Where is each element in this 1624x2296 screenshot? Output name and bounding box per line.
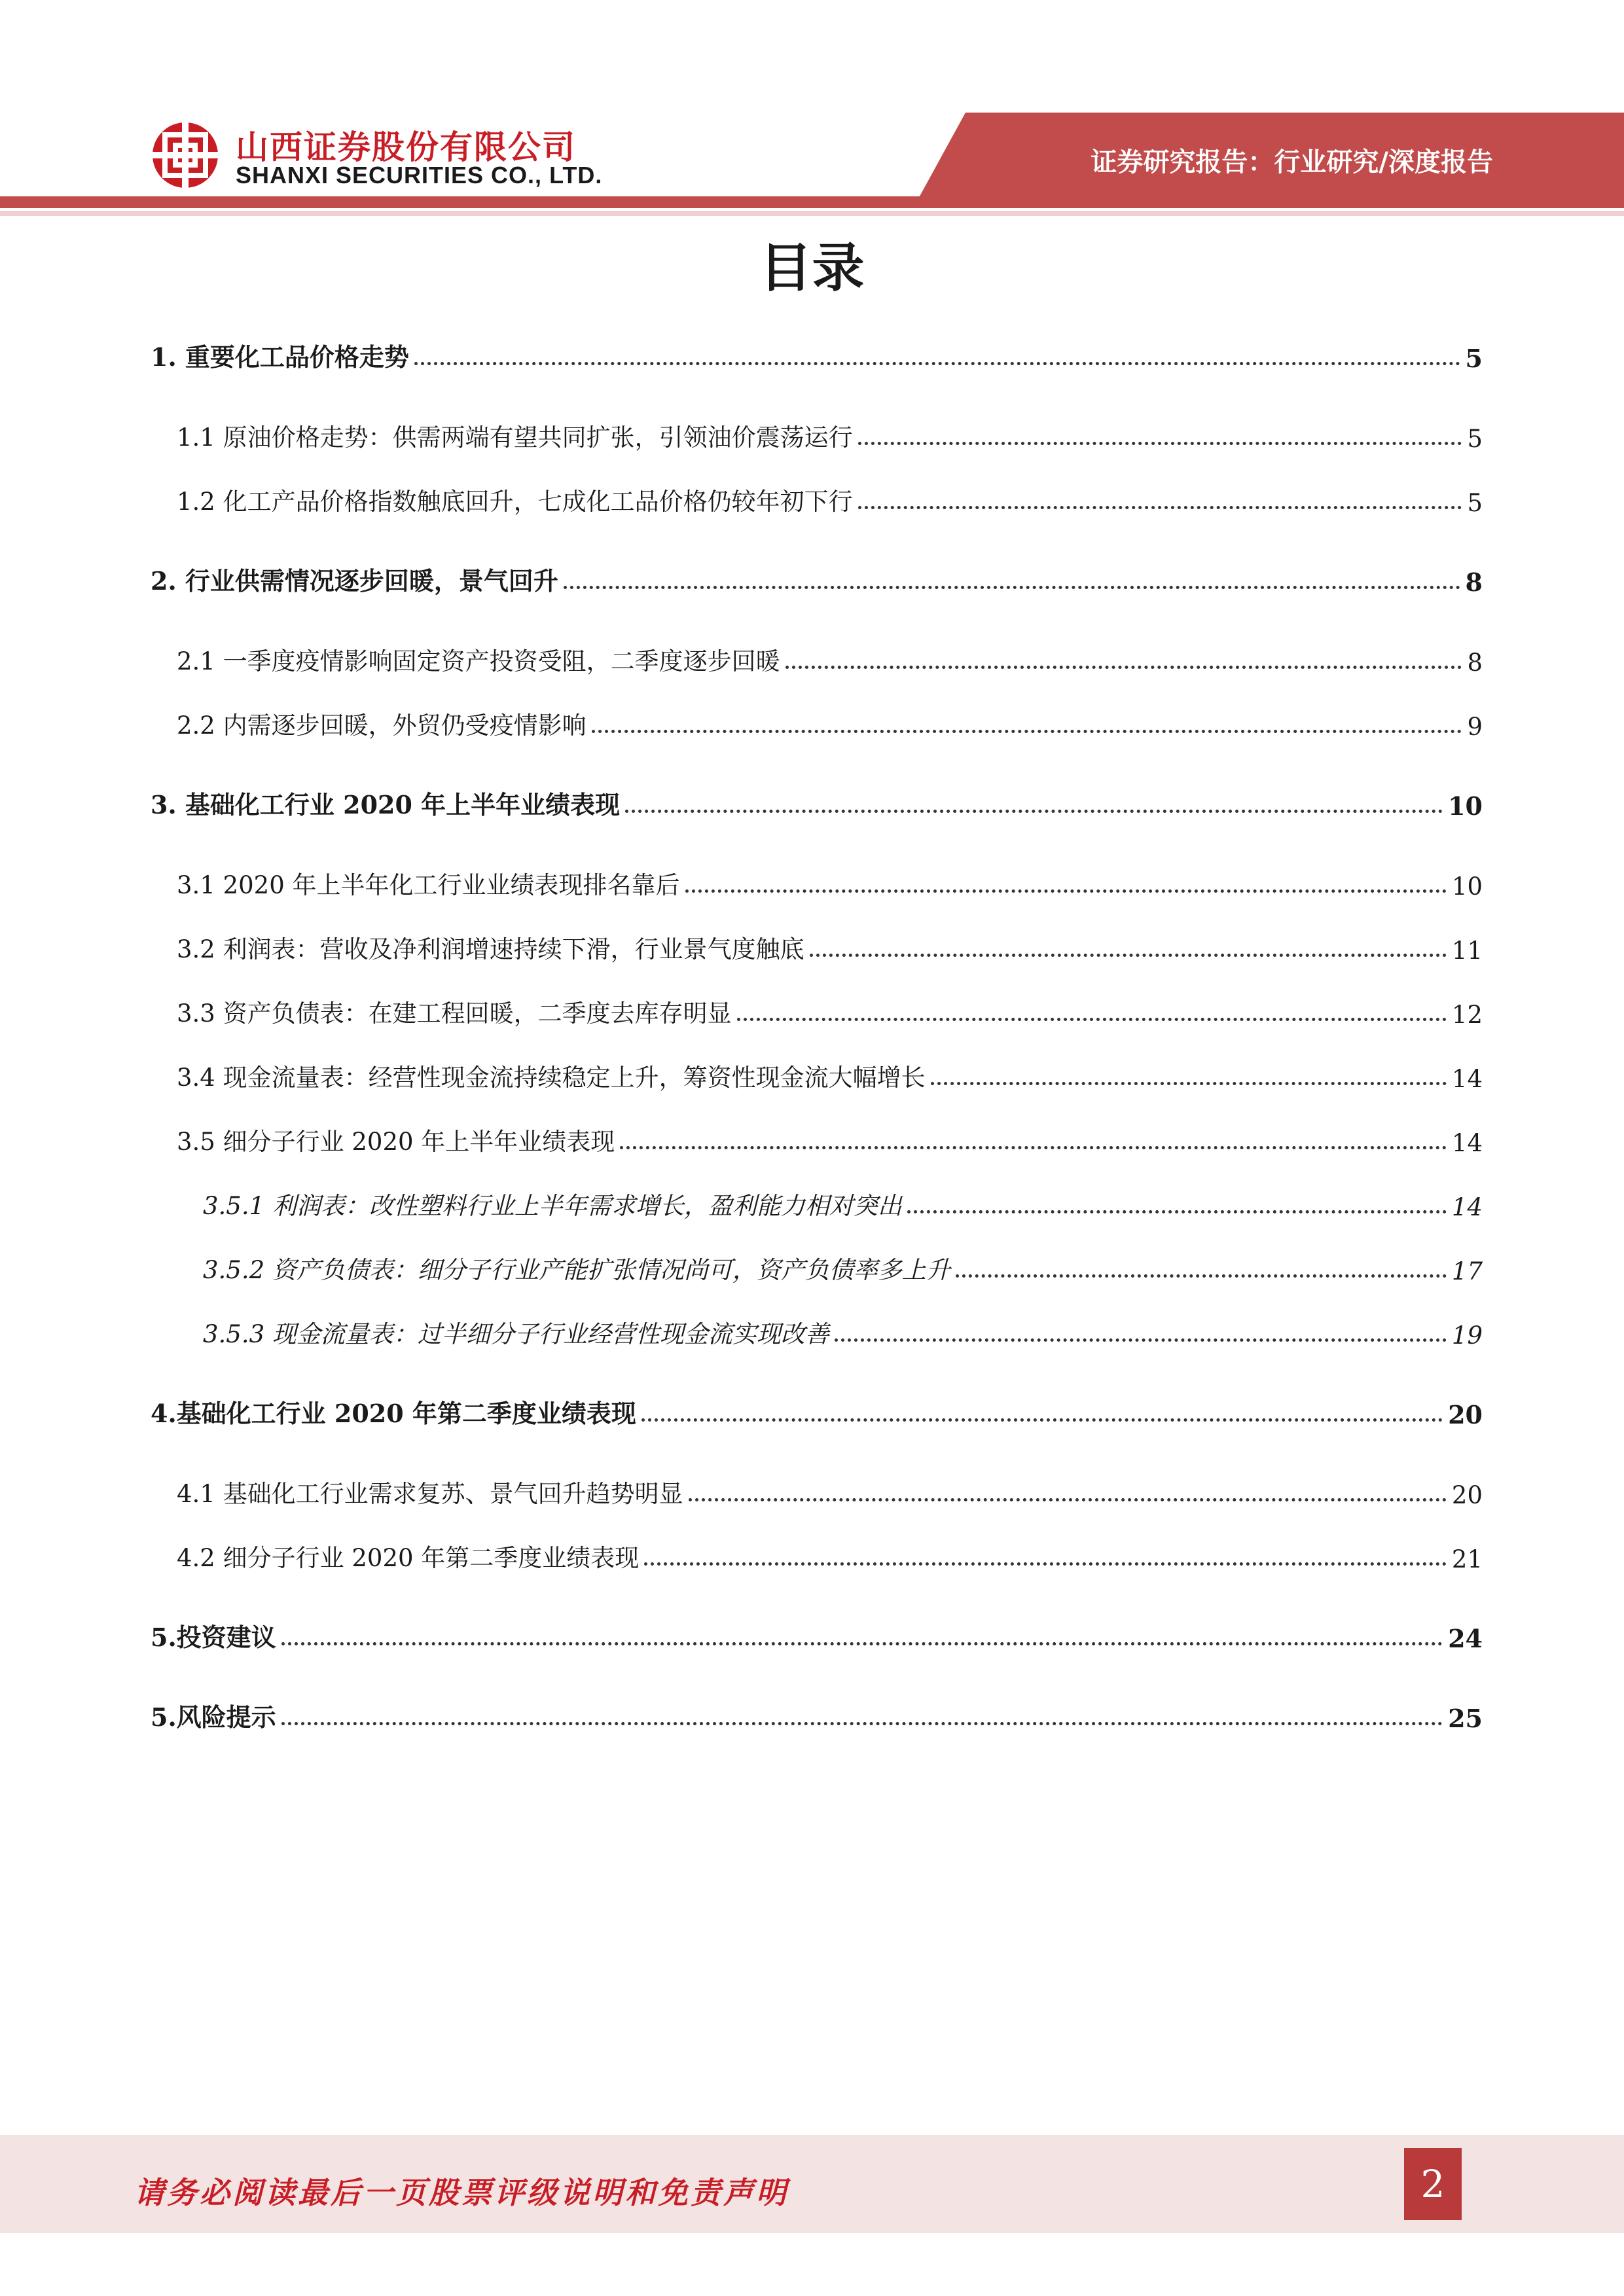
toc-entry-label: 1.2 化工产品价格指数触底回升，七成化工品价格仍较年初下行 <box>177 488 853 516</box>
toc-leader-dots <box>785 666 1462 669</box>
toc-entry[interactable] <box>151 1470 1483 1509</box>
toc-entry-page: 14 <box>1451 1065 1483 1093</box>
toc-entry[interactable] <box>151 558 1483 597</box>
toc-entry[interactable] <box>151 1118 1483 1157</box>
toc-entry-label: 4.基础化工行业 2020 年第二季度业绩表现 <box>151 1399 636 1428</box>
toc-leader-dots <box>641 1418 1443 1422</box>
banner-underline <box>0 196 1624 208</box>
toc-leader-dots <box>281 1642 1443 1645</box>
toc-entry-page: 5 <box>1465 344 1483 373</box>
disclaimer-notice: 请务必阅读最后一页股票评级说明和免责声明 <box>134 2175 789 2210</box>
toc-entry-label: 3. 基础化工行业 2020 年上半年业绩表现 <box>151 790 621 819</box>
toc-entry[interactable] <box>151 702 1483 741</box>
toc-entry-label: 1. 重要化工品价格走势 <box>151 342 409 372</box>
toc-entry[interactable] <box>151 861 1483 901</box>
toc-entry-label: 3.1 2020 年上半年化工行业业绩表现排名靠后 <box>177 871 680 899</box>
toc-leader-dots <box>281 1722 1443 1725</box>
toc-entry-page: 24 <box>1448 1624 1483 1653</box>
toc-entry-page: 20 <box>1451 1481 1483 1509</box>
toc-leader-dots <box>644 1562 1447 1566</box>
toc-entry[interactable] <box>151 1310 1483 1350</box>
report-type: 证券研究报告：行业研究/深度报告 <box>1091 147 1493 177</box>
toc-entry-page: 12 <box>1451 1001 1483 1029</box>
toc-leader-dots <box>685 889 1447 893</box>
toc-entry[interactable] <box>151 1694 1483 1733</box>
toc-entry-page: 10 <box>1448 791 1483 821</box>
toc-entry[interactable] <box>151 1614 1483 1653</box>
company-logo-icon <box>149 119 221 191</box>
toc-entry-label: 2. 行业供需情况逐步回暖，景气回升 <box>151 566 558 596</box>
toc-entry-label: 3.5.1 利润表：改性塑料行业上半年需求增长，盈利能力相对突出 <box>203 1192 902 1220</box>
toc-leader-dots <box>564 586 1460 589</box>
company-name-en: SHANXI SECURITIES CO., LTD. <box>236 162 603 188</box>
toc-entry[interactable] <box>151 1054 1483 1093</box>
toc-entry-page: 14 <box>1451 1129 1483 1157</box>
toc-entry-label: 4.1 基础化工行业需求复苏、景气回升趋势明显 <box>177 1480 683 1508</box>
toc-leader-dots <box>931 1082 1447 1085</box>
toc-entry[interactable] <box>151 925 1483 965</box>
toc-leader-dots <box>907 1210 1447 1213</box>
toc-entry-page: 14 <box>1451 1193 1483 1221</box>
toc-entry[interactable] <box>151 1182 1483 1221</box>
toc-leader-dots <box>858 506 1462 509</box>
toc-entry[interactable] <box>151 478 1483 517</box>
toc-entry-page: 20 <box>1448 1400 1483 1429</box>
toc-leader-dots <box>620 1146 1447 1149</box>
toc-entry-label: 3.3 资产负债表：在建工程回暖，二季度去库存明显 <box>177 999 732 1028</box>
toc-title: 目录 <box>759 238 865 298</box>
toc-entry[interactable] <box>151 414 1483 453</box>
toc-leader-dots <box>414 362 1460 365</box>
toc-entry-page: 10 <box>1451 872 1483 901</box>
toc-entry-label: 3.4 现金流量表：经营性现金流持续稳定上升，筹资性现金流大幅增长 <box>177 1064 926 1092</box>
toc-entry[interactable] <box>151 637 1483 677</box>
banner-thin-line <box>0 211 1624 216</box>
toc-leader-dots <box>956 1274 1447 1278</box>
toc-leader-dots <box>810 954 1447 957</box>
toc-leader-dots <box>835 1338 1447 1342</box>
toc-leader-dots <box>689 1498 1447 1501</box>
toc-entry-label: 4.2 细分子行业 2020 年第二季度业绩表现 <box>177 1544 640 1572</box>
toc-entry-label: 3.5.2 资产负债表：细分子行业产能扩张情况尚可，资产负债率多上升 <box>203 1256 950 1284</box>
page-number: 2 <box>1404 2148 1462 2220</box>
toc-entry[interactable] <box>151 1246 1483 1285</box>
toc-entry[interactable] <box>151 1390 1483 1429</box>
toc-entry-page: 17 <box>1451 1257 1483 1285</box>
toc-entry-label: 2.1 一季度疫情影响固定资产投资受阻，二季度逐步回暖 <box>177 647 780 675</box>
toc-entry-page: 8 <box>1467 649 1483 677</box>
toc-entry[interactable] <box>151 334 1483 373</box>
toc-entry-label: 2.2 内需逐步回暖，外贸仍受疫情影响 <box>177 711 586 740</box>
toc-entry-label: 1.1 原油价格走势：供需两端有望共同扩张，引领油价震荡运行 <box>177 423 853 452</box>
toc-entry-label: 3.5.3 现金流量表：过半细分子行业经营性现金流实现改善 <box>203 1320 829 1348</box>
page-header <box>0 0 1624 216</box>
toc-entry-label: 5.投资建议 <box>151 1623 276 1652</box>
toc-entry-page: 9 <box>1467 713 1483 741</box>
page-footer <box>0 2135 1624 2233</box>
toc-entry[interactable] <box>151 781 1483 821</box>
toc-entry-page: 25 <box>1448 1704 1483 1733</box>
toc-entry-label: 3.2 利润表：营收及净利润增速持续下滑，行业景气度触底 <box>177 935 804 963</box>
toc-leader-dots <box>625 810 1443 813</box>
toc-entry-label: 5.风险提示 <box>151 1702 276 1732</box>
toc-entry-label: 3.5 细分子行业 2020 年上半年业绩表现 <box>177 1128 615 1156</box>
toc-leader-dots <box>592 730 1462 733</box>
toc-entry-page: 5 <box>1467 489 1483 517</box>
company-name-cn: 山西证券股份有限公司 <box>236 128 576 166</box>
toc-entry-page: 8 <box>1465 567 1483 597</box>
toc-entry-page: 11 <box>1451 937 1483 965</box>
toc-leader-dots <box>737 1018 1447 1021</box>
toc-entry-page: 21 <box>1451 1545 1483 1573</box>
toc-entry-page: 5 <box>1467 425 1483 453</box>
toc-leader-dots <box>858 442 1462 445</box>
toc-entry-page: 19 <box>1451 1321 1483 1350</box>
toc-entry[interactable] <box>151 990 1483 1029</box>
toc-entry[interactable] <box>151 1534 1483 1573</box>
